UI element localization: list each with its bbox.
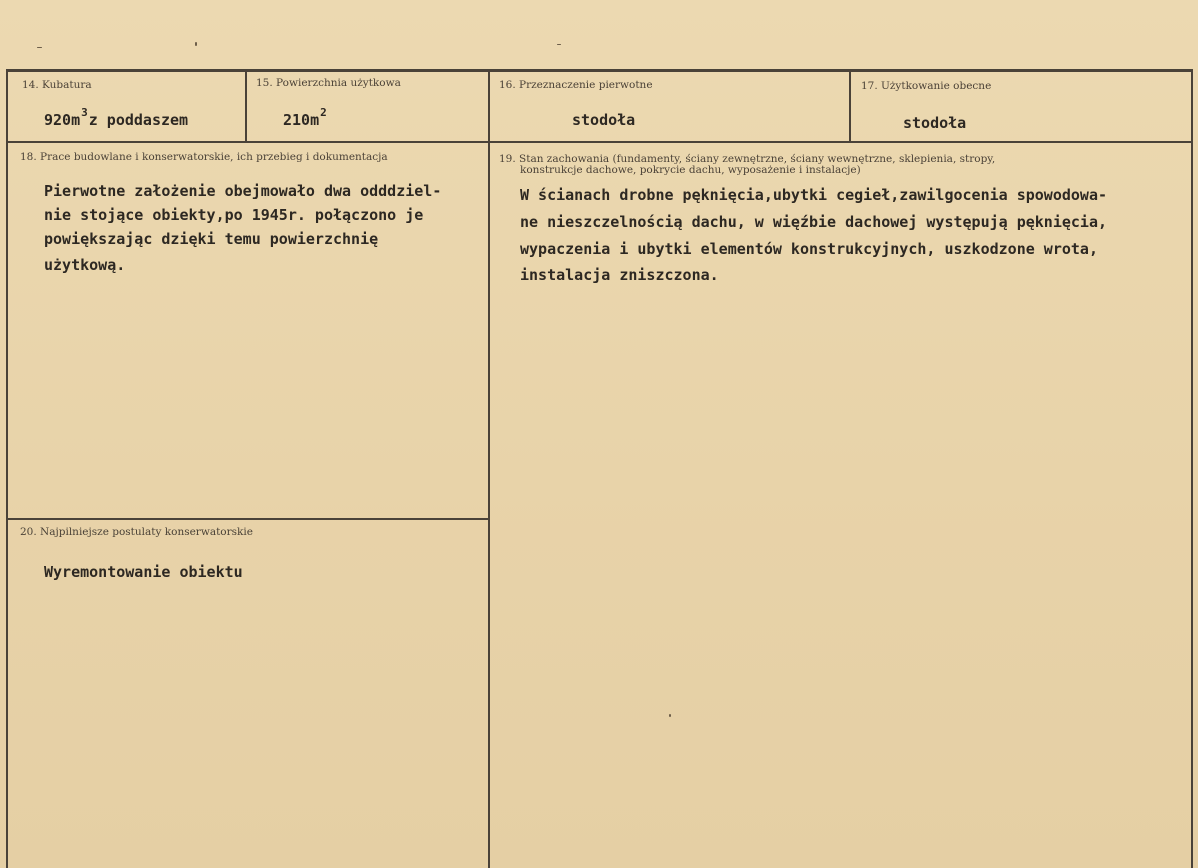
field-16-value: stodoła — [572, 111, 636, 129]
field-18-line: powiększając dzięki temu powierzchnię — [44, 230, 379, 248]
field-18-line: Pierwotne założenie obejmowało dwa odddziel- — [44, 182, 442, 200]
col-rule — [488, 70, 490, 868]
field-19-line: W ścianach drobne pęknięcia,ubytki cegieł,zawilgocenia spowodowa- — [520, 186, 1107, 204]
row-rule — [6, 141, 1193, 143]
field-15-label: 15. Powierzchnia użytkowa — [256, 77, 401, 89]
field-14-value — [44, 106, 189, 129]
field-18-label: 18. Prace budowlane i konserwatorskie, ich przebieg i dokumentacja — [20, 151, 388, 163]
col-rule — [1191, 70, 1193, 868]
field-14-superscript: 3 — [81, 106, 88, 119]
col-rule — [849, 70, 851, 142]
field-19-label-line2: konstrukcje dachowe, pokrycie dachu, wyposażenie i instalacje) — [520, 164, 861, 176]
field-14-label: 14. Kubatura — [22, 79, 92, 91]
field-19-label-line1: 19. Stan zachowania (fundamenty, ściany zewnętrzne, ściany wewnętrzne, sklepienia, stropy, — [499, 153, 996, 165]
col-rule — [6, 70, 8, 868]
paper-speck — [195, 42, 197, 46]
field-20-value: Wyremontowanie obiektu — [44, 563, 243, 581]
field-19-line: instalacja zniszczona. — [520, 266, 719, 284]
field-19-line: wypaczenia i ubytki elementów konstrukcyjnych, uszkodzone wrota, — [520, 240, 1098, 258]
field-16-label: 16. Przeznaczenie pierwotne — [499, 79, 653, 91]
field-17-label: 17. Użytkowanie obecne — [861, 80, 992, 92]
section-rule — [6, 518, 489, 520]
field-20-label: 20. Najpilniejsze postulaty konserwatorskie — [20, 526, 253, 538]
field-17-value: stodoła — [903, 114, 967, 132]
paper-speck — [557, 44, 561, 45]
paper-speck — [37, 47, 42, 48]
field-14-rest: z poddaszem — [88, 111, 189, 129]
field-15-superscript: 2 — [320, 106, 327, 119]
field-19-line: ne nieszczelnością dachu, w więźbie dachowej występują pęknięcia, — [520, 213, 1107, 231]
col-rule — [245, 70, 247, 142]
paper-speck — [669, 714, 671, 717]
top-rule — [6, 69, 1193, 72]
field-15-number: 210m — [283, 111, 320, 129]
field-18-line: użytkową. — [44, 256, 126, 274]
field-14-number: 920m — [44, 111, 81, 129]
field-15-value — [283, 106, 328, 129]
field-18-line: nie stojące obiekty,po 1945r. połączono je — [44, 206, 424, 224]
